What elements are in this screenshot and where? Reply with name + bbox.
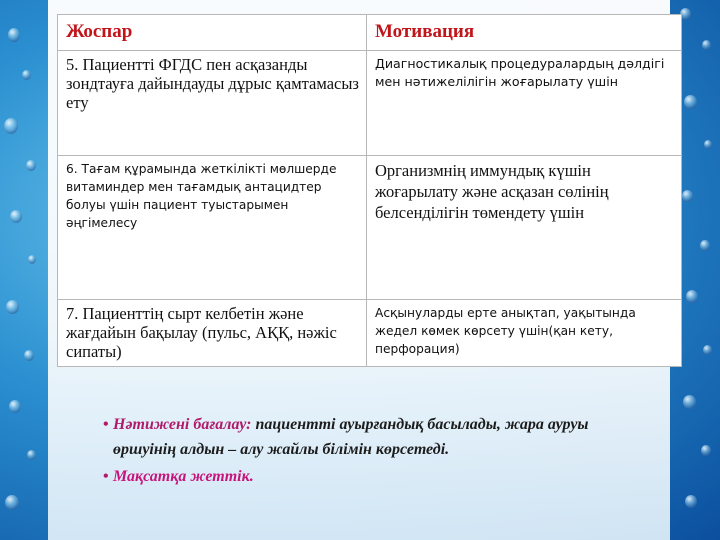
- water-droplet: [24, 350, 34, 361]
- water-droplet: [703, 345, 712, 355]
- water-droplet: [685, 495, 697, 508]
- table-row: [58, 51, 682, 156]
- water-droplet: [22, 70, 31, 80]
- table-row: [58, 300, 682, 367]
- water-droplet: [6, 300, 19, 314]
- plan-cell: 6. Тағам құрамында жеткілікті мөлшерде витаминдер мен тағамдық антацидтер болуы үшін пациент туыстарымен әңгімелесу: [58, 156, 367, 300]
- plan-cell: 5. Пациентті ФГДС пен асқазанды зондтауға дайындауды дұрыс қамтамасыз ету: [58, 51, 367, 156]
- water-droplet: [4, 118, 18, 134]
- table-row: [58, 156, 682, 300]
- nursing-plan-table: [57, 14, 682, 367]
- bullet-dot-icon: •: [103, 416, 109, 433]
- water-droplet: [682, 190, 693, 202]
- water-droplet: [10, 210, 22, 223]
- water-droplet: [8, 28, 20, 42]
- motivation-cell: Диагностикалық процедуралардың дәлдігі мен нәтижелілігін жоғарылату үшін: [367, 51, 682, 156]
- goal-bullet: [103, 464, 623, 489]
- motivation-cell: Организмнің иммундық күшін жоғарылату және асқазан сөлінің белсенділігін төмендету үшін: [367, 156, 682, 300]
- water-droplet: [700, 240, 710, 251]
- water-droplet: [683, 395, 696, 409]
- water-droplet: [9, 400, 21, 413]
- plan-cell: 7. Пациенттің сырт келбетін және жағдайын бақылау (пульс, АҚҚ, нәжіс сипаты): [58, 300, 367, 367]
- evaluation-bullet: [103, 412, 623, 462]
- table-header-row: [58, 15, 682, 51]
- water-droplet: [27, 450, 36, 460]
- water-droplet: [702, 40, 711, 50]
- goal-text: Мақсатқа жеттік.: [113, 468, 254, 485]
- water-droplet: [701, 445, 711, 456]
- header-motivation: Мотивация: [367, 15, 682, 51]
- bullet-list: [103, 412, 623, 489]
- water-droplet: [704, 140, 712, 149]
- water-droplet: [5, 495, 19, 510]
- water-droplet: [686, 290, 698, 303]
- evaluation-text: пациентті ауырғандық басылады, жара ауруы өршуінің алдын – алу жайлы білімін көрсетеді.: [113, 416, 589, 458]
- water-droplet: [26, 160, 36, 171]
- evaluation-label: Нәтижені бағалау:: [113, 416, 252, 433]
- header-plan: Жоспар: [58, 15, 367, 51]
- bullet-dot-icon: •: [103, 468, 109, 485]
- water-droplet: [684, 95, 697, 109]
- water-droplet: [28, 255, 36, 264]
- motivation-cell: Асқынуларды ерте анықтап, уақытында жедел көмек көрсету үшін(қан кету, перфорация): [367, 300, 682, 367]
